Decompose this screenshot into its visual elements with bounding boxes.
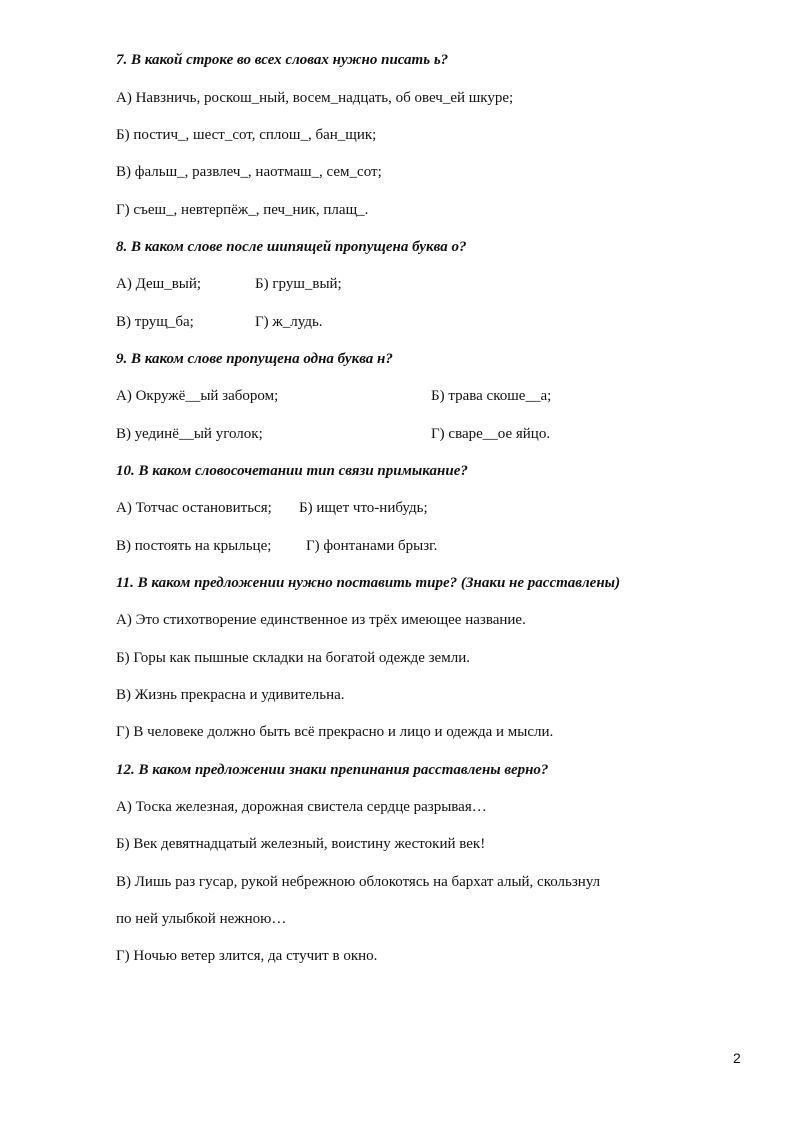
question-9-option-c: В) уединё__ый уголок; [116,426,263,442]
question-9-option-b: Б) трава скоше__а; [431,388,552,404]
question-8-option-c: В) трущ_ба; [116,314,194,330]
question-7-option-b: Б) постич_, шест_сот, сплош_, бан_щик; [116,127,377,143]
question-9-option-a: А) Окружё__ый забором; [116,388,279,404]
question-12-option-d: Г) Ночью ветер злится, да стучит в окно. [116,948,378,964]
question-7-option-d: Г) съеш_, невтерпёж_, печ_ник, плащ_. [116,202,369,218]
question-9-option-d: Г) сваре__ое яйцо. [431,426,551,442]
question-12-title: 12. В каком предложении знаки препинания расставлены верно? [116,762,549,778]
question-12-option-c-line-1: В) Лишь раз гусар, рукой небрежною облокотясь на бархат алый, скользнул [116,874,601,890]
question-12-option-c-line-2: по ней улыбкой нежною… [116,911,287,927]
page-number: 2 [733,1050,741,1066]
question-7-option-a: А) Навзничь, роскош_ный, восем_надцать, об овеч_ей шкуре; [116,90,514,106]
question-8-title: 8. В каком слове после шипящей пропущена буква о? [116,239,467,255]
question-12-option-a: А) Тоска железная, дорожная свистела сердце разрывая… [116,799,487,815]
question-12-option-b: Б) Век девятнадцатый железный, воистину жестокий век! [116,836,486,852]
question-10-title: 10. В каком словосочетании тип связи примыкание? [116,463,468,479]
question-11-option-c: В) Жизнь прекрасна и удивительна. [116,687,345,703]
question-10-option-a: А) Тотчас остановиться; [116,500,272,516]
question-11-title: 11. В каком предложении нужно поставить тире? (Знаки не расставлены) [116,575,621,591]
question-9-title: 9. В каком слове пропущена одна буква н? [116,351,393,367]
question-10-option-d: Г) фонтанами брызг. [306,538,438,554]
question-11-option-a: А) Это стихотворение единственное из трёх имеющее название. [116,612,526,628]
question-11-option-d: Г) В человеке должно быть всё прекрасно и лицо и одежда и мысли. [116,724,554,740]
question-7-title: 7. В какой строке во всех словах нужно писать ь? [116,52,449,68]
question-7-option-c: В) фальш_, развлеч_, наотмаш_, сем_сот; [116,164,382,180]
question-11-option-b: Б) Горы как пышные складки на богатой одежде земли. [116,650,470,666]
question-10-option-c: В) постоять на крыльце; [116,538,272,554]
question-8-option-b: Б) груш_вый; [255,276,342,292]
question-8-option-a: А) Деш_вый; [116,276,202,292]
question-10-option-b: Б) ищет что-нибудь; [299,500,428,516]
question-8-option-d: Г) ж_лудь. [255,314,323,330]
